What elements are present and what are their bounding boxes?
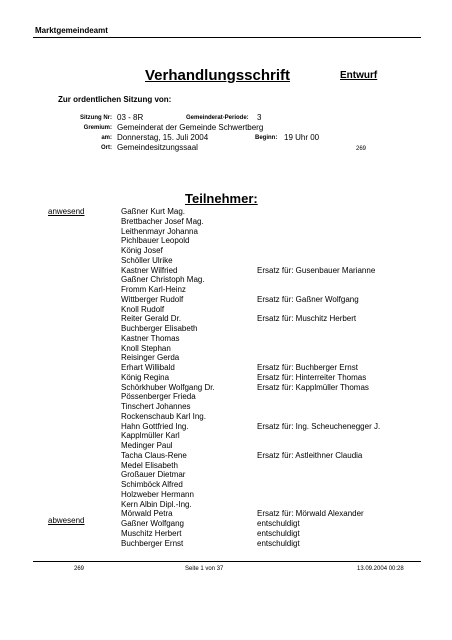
meeting-subtitle: Zur ordentlichen Sitzung von: bbox=[58, 95, 172, 104]
participant-remark: Ersatz für: Hinterreiter Thomas bbox=[257, 372, 367, 382]
participant-name: Kastner Wilfried bbox=[121, 265, 178, 275]
participant-row bbox=[121, 422, 421, 432]
participant-name: Kern Albin Dipl.-Ing. bbox=[121, 499, 192, 509]
participant-row bbox=[121, 383, 421, 393]
session-number-label: Sitzung Nr: bbox=[80, 115, 112, 121]
participant-name: Großauer Dietmar bbox=[121, 470, 186, 480]
participant-row bbox=[121, 295, 421, 305]
participant-name: König Josef bbox=[121, 246, 163, 255]
participant-name: Fromm Karl-Heinz bbox=[121, 285, 186, 294]
participant-row bbox=[121, 490, 421, 500]
period-value: 3 bbox=[257, 113, 262, 122]
participant-row bbox=[121, 305, 421, 315]
participant-name: Hahn Gottfried Ing. bbox=[121, 421, 189, 431]
footer-divider bbox=[33, 561, 421, 562]
participant-remark: Ersatz für: Gaßner Wolfgang bbox=[257, 294, 359, 304]
participant-remark: entschuldigt bbox=[257, 538, 300, 548]
draft-label: Entwurf bbox=[340, 70, 378, 81]
participant-remark: Ersatz für: Buchberger Ernst bbox=[257, 363, 358, 372]
participant-name: Tinschert Johannes bbox=[121, 402, 191, 411]
participant-row bbox=[121, 431, 421, 441]
participant-name: Erhart Willibald bbox=[121, 363, 175, 372]
participant-remark: Ersatz für: Muschitz Herbert bbox=[257, 314, 357, 324]
participant-name: Gaßner Kurt Mag. bbox=[121, 207, 186, 216]
participant-row bbox=[121, 246, 421, 256]
participant-row bbox=[121, 227, 421, 237]
participant-name: Muschitz Herbert bbox=[121, 528, 182, 538]
participant-name: Pichlbauer Leopold bbox=[121, 236, 190, 246]
header-divider bbox=[33, 37, 421, 38]
participant-name: König Regina bbox=[121, 372, 170, 382]
participant-row bbox=[121, 480, 421, 490]
participant-name: Tacha Claus-Rene bbox=[121, 450, 187, 460]
participant-row bbox=[121, 236, 421, 246]
participant-name: Medinger Paul bbox=[121, 441, 173, 450]
participant-remark: Ersatz für: Ing. Scheuchenegger J. bbox=[257, 421, 381, 431]
participant-name: Buchberger Elisabeth bbox=[121, 324, 198, 333]
place-label: Ort: bbox=[101, 145, 112, 151]
body-value: Gemeinderat der Gemeinde Schwertberg bbox=[117, 123, 264, 132]
participant-row bbox=[121, 373, 421, 383]
participant-row bbox=[121, 451, 421, 461]
participant-row bbox=[121, 344, 421, 354]
session-number-value: 03 - 8R bbox=[117, 113, 144, 122]
participant-name: Leithenmayr Johanna bbox=[121, 226, 198, 236]
participant-name: Kastner Thomas bbox=[121, 333, 180, 343]
participants-heading: Teilnehmer: bbox=[185, 191, 258, 206]
participant-row bbox=[121, 207, 421, 217]
participant-row bbox=[121, 285, 421, 295]
participant-row bbox=[121, 334, 421, 344]
participant-row bbox=[121, 509, 421, 519]
participant-row bbox=[121, 275, 421, 285]
participant-name: Rockenschaub Karl Ing. bbox=[121, 411, 206, 421]
absent-label: abwesend bbox=[48, 516, 85, 525]
footer-reference: 269 bbox=[74, 566, 85, 572]
period-label: Gemeinderat-Periode: bbox=[186, 115, 249, 121]
participant-name: Mörwald Petra bbox=[121, 509, 173, 519]
participant-row bbox=[121, 519, 421, 529]
participant-row bbox=[121, 256, 421, 266]
place-value: Gemeindesitzungssaal bbox=[117, 143, 198, 152]
participant-name: Holzweber Hermann bbox=[121, 489, 194, 499]
participant-name: Medel Elisabeth bbox=[121, 460, 178, 470]
participant-name: Reiter Gerald Dr. bbox=[121, 314, 182, 324]
participant-remark: Ersatz für: Kapplmüller Thomas bbox=[257, 382, 369, 392]
participants-list bbox=[121, 207, 421, 548]
page-number: Seite 1 von 37 bbox=[185, 566, 224, 572]
participant-name: Schimböck Alfred bbox=[121, 480, 183, 489]
participant-row bbox=[121, 353, 421, 363]
participant-row bbox=[121, 363, 421, 373]
present-label: anwesend bbox=[48, 207, 85, 216]
participant-row bbox=[121, 470, 421, 480]
participant-remark: Ersatz für: Astleithner Claudia bbox=[257, 450, 363, 460]
participant-name: Schörkhuber Wolfgang Dr. bbox=[121, 382, 215, 392]
participant-row bbox=[121, 529, 421, 539]
begin-value: 19 Uhr 00 bbox=[284, 133, 320, 142]
participant-row bbox=[121, 314, 421, 324]
reference-number: 269 bbox=[356, 146, 367, 152]
participant-row bbox=[121, 412, 421, 422]
participant-name: Reisinger Gerda bbox=[121, 353, 180, 363]
participant-name: Gaßner Wolfgang bbox=[121, 519, 184, 528]
participant-remark: Ersatz für: Mörwald Alexander bbox=[257, 509, 364, 519]
participant-name: Buchberger Ernst bbox=[121, 538, 184, 548]
participant-remark: entschuldigt bbox=[257, 519, 300, 528]
print-timestamp: 13.09.2004 00:28 bbox=[357, 566, 404, 572]
participant-name: Wittberger Rudolf bbox=[121, 294, 184, 304]
participant-row bbox=[121, 217, 421, 227]
participant-row bbox=[121, 392, 421, 402]
participant-row bbox=[121, 402, 421, 412]
participant-name: Brettbacher Josef Mag. bbox=[121, 216, 204, 226]
body-label: Gremium: bbox=[83, 125, 112, 131]
participant-row bbox=[121, 266, 421, 276]
begin-label: Beginn: bbox=[255, 135, 278, 141]
participant-name: Knoll Stephan bbox=[121, 343, 171, 353]
participant-row bbox=[121, 324, 421, 334]
participant-name: Gaßner Christoph Mag. bbox=[121, 275, 205, 285]
participant-remark: Ersatz für: Gusenbauer Marianne bbox=[257, 265, 376, 275]
office-name: Marktgemeindeamt bbox=[35, 26, 108, 35]
participant-row bbox=[121, 539, 421, 549]
participant-row bbox=[121, 500, 421, 510]
date-value: Donnerstag, 15. Juli 2004 bbox=[117, 133, 209, 142]
document-title: Verhandlungsschrift bbox=[145, 67, 291, 84]
participant-name: Knoll Rudolf bbox=[121, 304, 165, 314]
participant-name: Pössenberger Frieda bbox=[121, 392, 196, 402]
participant-name: Schöller Ulrike bbox=[121, 255, 173, 265]
participant-row bbox=[121, 441, 421, 451]
participant-name: Kapplmüller Karl bbox=[121, 431, 180, 441]
participant-row bbox=[121, 461, 421, 471]
participant-remark: entschuldigt bbox=[257, 528, 300, 538]
date-label: am: bbox=[101, 135, 112, 141]
